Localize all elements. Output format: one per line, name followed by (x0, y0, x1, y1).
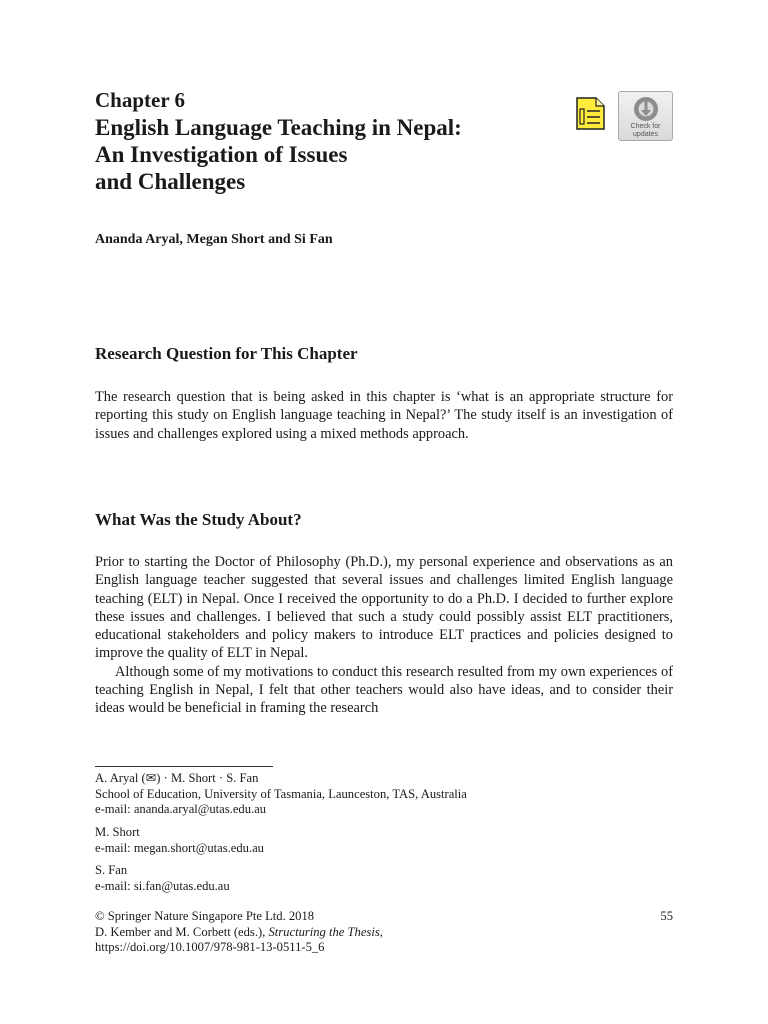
footer-row (95, 940, 673, 956)
affiliation-author: S. Fan (95, 863, 128, 877)
badge-label-line: updates (633, 131, 658, 138)
book-citation (95, 925, 383, 941)
badge-label-line: Check for (630, 123, 661, 130)
footnote-divider (95, 766, 273, 767)
check-for-updates-badge[interactable] (618, 91, 673, 141)
footer-row (95, 909, 673, 925)
affiliation-author: M. Short (95, 825, 140, 839)
check-for-updates-icon (633, 96, 659, 122)
chapter-title (95, 114, 565, 195)
badge-label (631, 123, 661, 139)
note-icon[interactable] (576, 97, 605, 130)
affiliation-block (95, 825, 264, 856)
page-footer (95, 909, 673, 956)
page-number: 55 (660, 909, 673, 923)
affiliation-block (95, 771, 467, 818)
affiliation-email[interactable]: e-mail: megan.short@utas.edu.au (95, 840, 264, 855)
chapter-label: Chapter 6 (95, 88, 186, 112)
affiliation-block (95, 863, 230, 894)
affiliation-email[interactable]: e-mail: si.fan@utas.edu.au (95, 878, 230, 893)
affiliation-institution: School of Education, University of Tasmania, Launceston, TAS, Australia (95, 786, 467, 801)
chapter-title-line: English Language Teaching in Nepal: (95, 115, 462, 140)
copyright-notice: © Springer Nature Singapore Pte Ltd. 2018 (95, 909, 315, 923)
paragraph: The research question that is being asked in this chapter is ‘what is an appropriate structure for reporting this study on English language teaching in Nepal?’ The study itself is an investigation of issues and challenges explored using a mixed methods approach. (95, 389, 673, 442)
paragraph: Prior to starting the Doctor of Philosophy (Ph.D.), my personal experience and observations as an English language teacher suggested that several issues and challenges limited English language teaching (ELT) in Nepal. Once I received the opportunity to do a Ph.D. I decided to further explore these issues and challenges. I believed that such a study could possibly assist ELT practitioners, educational stakeholders and policy makers to introduce ELT practices and policies designed to improve the quality of ELT in Nepal. (95, 554, 673, 662)
footer-row (95, 925, 673, 941)
section-body (95, 388, 673, 443)
book-editors: D. Kember and M. Corbett (eds.), (95, 924, 269, 939)
paragraph: Although some of my motivations to conduct this research resulted from my own experiences of teaching English in Nepal, I felt that other teachers would also have ideas, and to consider their ideas would be beneficial in framing the research (95, 663, 673, 717)
book-suffix: , (379, 924, 383, 939)
chapter-title-line: and Challenges (95, 169, 246, 194)
chapter-title-line: An Investigation of Issues (95, 142, 348, 167)
section-heading: What Was the Study About? (95, 510, 302, 529)
affiliation-authors: A. Aryal (✉) · M. Short · S. Fan (95, 771, 259, 785)
book-title: Structuring the Thesis (268, 924, 380, 939)
doi-link[interactable]: https://doi.org/10.1007/978-981-13-0511-5_6 (95, 940, 325, 955)
section-body (95, 553, 673, 718)
chapter-authors: Ananda Aryal, Megan Short and Si Fan (95, 232, 333, 247)
section-heading: Research Question for This Chapter (95, 344, 358, 363)
affiliation-email[interactable]: e-mail: ananda.aryal@utas.edu.au (95, 802, 267, 817)
